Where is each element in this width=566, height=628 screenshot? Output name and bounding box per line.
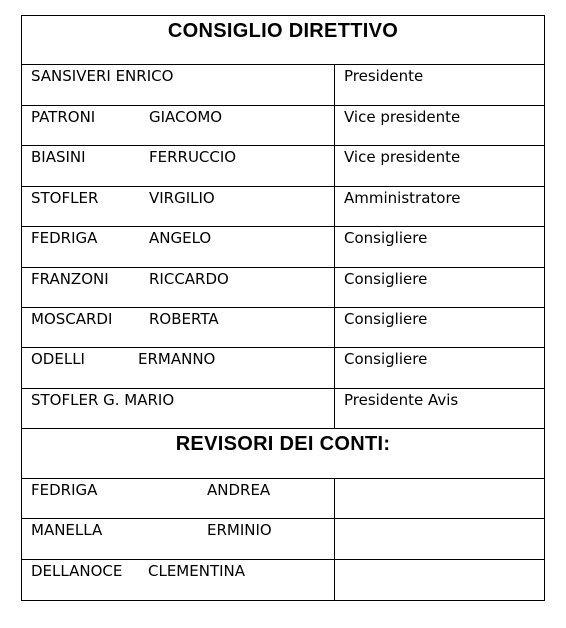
auditor-role xyxy=(335,560,544,600)
member-last-name: SANSIVERI ENRICO xyxy=(31,67,174,85)
member-name-cell xyxy=(22,389,335,428)
member-role: Vice presidente xyxy=(344,148,461,166)
auditor-first-name: CLEMENTINA xyxy=(148,562,246,580)
member-first-name: GIACOMO xyxy=(149,108,223,126)
table-row xyxy=(22,560,544,600)
member-name-cell xyxy=(22,348,335,388)
auditor-last-name: MANELLA xyxy=(31,521,103,539)
member-name-cell xyxy=(22,308,335,347)
table-row xyxy=(22,308,544,348)
table-row xyxy=(22,65,544,106)
member-first-name: ANGELO xyxy=(149,229,212,247)
table-row xyxy=(22,146,544,187)
table-row xyxy=(22,519,544,560)
board-table xyxy=(21,15,545,601)
auditor-name-cell xyxy=(22,560,335,600)
member-role: Consigliere xyxy=(344,270,428,288)
member-role: Consigliere xyxy=(344,310,428,328)
section-title-revisori-dei-conti: REVISORI DEI CONTI: xyxy=(22,429,544,479)
member-name-cell xyxy=(22,106,335,145)
auditor-last-name: DELLANOCE xyxy=(31,562,123,580)
member-first-name: ROBERTA xyxy=(149,310,219,328)
member-last-name: BIASINI xyxy=(31,148,86,166)
member-role: Presidente xyxy=(344,67,424,85)
auditor-last-name: FEDRIGA xyxy=(31,481,98,499)
member-name-cell xyxy=(22,268,335,307)
auditor-first-name: ANDREA xyxy=(207,481,271,499)
member-role: Vice presidente xyxy=(344,108,461,126)
table-row xyxy=(22,348,544,389)
member-last-name: STOFLER G. MARIO xyxy=(31,391,175,409)
auditor-role xyxy=(335,479,544,518)
member-name-cell xyxy=(22,227,335,267)
member-first-name: ERMANNO xyxy=(138,350,216,368)
member-name-cell xyxy=(22,65,335,105)
member-last-name: MOSCARDI xyxy=(31,310,113,328)
table-row xyxy=(22,268,544,308)
table-row xyxy=(22,479,544,519)
auditor-name-cell xyxy=(22,519,335,559)
member-last-name: FRANZONI xyxy=(31,270,109,288)
auditor-first-name: ERMINIO xyxy=(207,521,272,539)
auditor-name-cell xyxy=(22,479,335,518)
member-last-name: FEDRIGA xyxy=(31,229,98,247)
section-title-consiglio-direttivo: CONSIGLIO DIRETTIVO xyxy=(22,16,544,65)
table-row xyxy=(22,106,544,146)
auditor-role xyxy=(335,519,544,559)
member-last-name: PATRONI xyxy=(31,108,96,126)
member-role: Consigliere xyxy=(344,229,428,247)
member-name-cell xyxy=(22,146,335,186)
table-row xyxy=(22,227,544,268)
member-name-cell xyxy=(22,187,335,226)
member-role: Consigliere xyxy=(344,350,428,368)
member-last-name: ODELLI xyxy=(31,350,85,368)
member-role: Amministratore xyxy=(344,189,461,207)
table-row xyxy=(22,389,544,429)
member-first-name: VIRGILIO xyxy=(149,189,215,207)
member-last-name: STOFLER xyxy=(31,189,99,207)
member-first-name: RICCARDO xyxy=(149,270,229,288)
member-role: Presidente Avis xyxy=(344,391,459,409)
member-first-name: FERRUCCIO xyxy=(149,148,237,166)
table-row xyxy=(22,187,544,227)
